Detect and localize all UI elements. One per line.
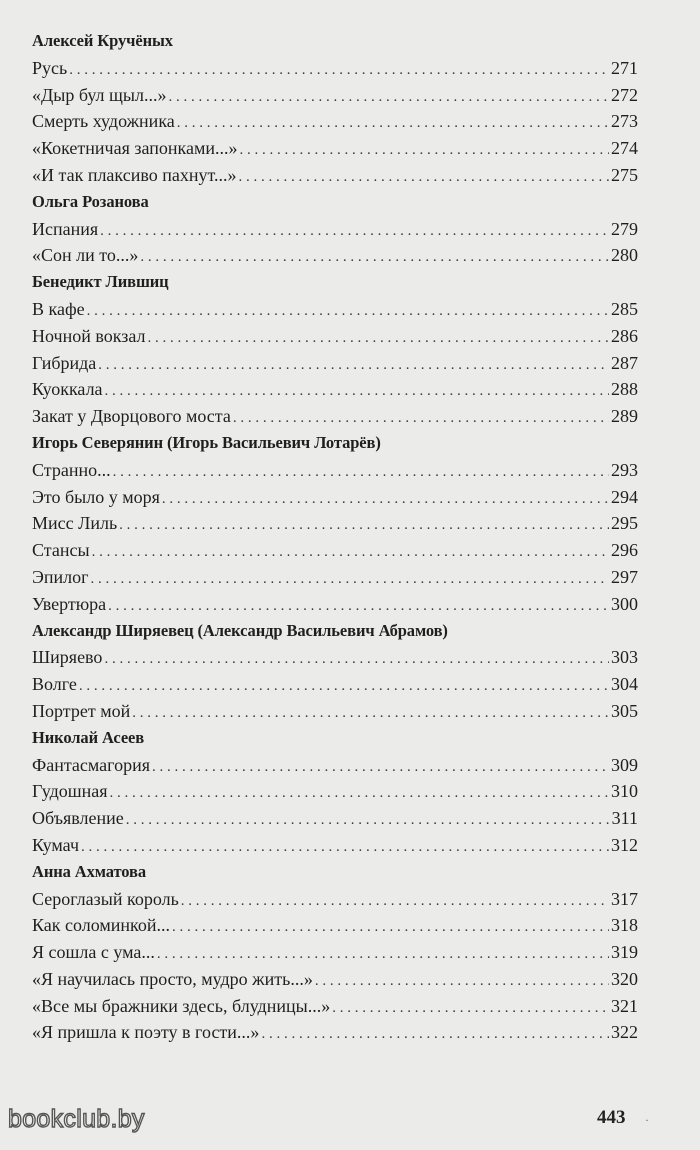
dot-leader [261, 1021, 609, 1048]
poem-title: Волге [32, 674, 77, 695]
poem-title: «Я пришла к поэту в гости...» [32, 1022, 260, 1043]
page-number: 297 [611, 566, 638, 587]
toc-entry[interactable] [32, 993, 638, 1020]
dot-leader [140, 244, 609, 271]
page-number: 318 [611, 915, 638, 936]
toc-entry[interactable] [32, 832, 638, 859]
dot-leader [162, 486, 609, 513]
dot-leader [152, 754, 609, 781]
dot-leader [332, 995, 609, 1022]
page-number: 304 [611, 674, 638, 695]
poem-title: Гудошная [32, 781, 108, 802]
page-number: 289 [611, 406, 638, 427]
toc-entry[interactable] [32, 886, 638, 913]
page-number: 317 [611, 888, 638, 909]
dot-leader [157, 941, 609, 968]
toc-entry[interactable] [32, 82, 638, 109]
poem-title: «Я научилась просто, мудро жить...» [32, 968, 313, 989]
toc-entry[interactable] [32, 376, 638, 403]
toc-entry[interactable] [32, 135, 638, 162]
author-heading: Алексей Кручёных [32, 31, 173, 50]
page-number: 305 [611, 700, 638, 721]
toc-entry[interactable] [32, 323, 638, 350]
toc-entry[interactable] [32, 242, 638, 269]
dot-leader [110, 780, 609, 807]
page-number: 312 [611, 834, 638, 855]
page-number: 295 [611, 513, 638, 534]
dot-leader [100, 218, 609, 245]
page-number: 272 [611, 84, 638, 105]
toc-entry[interactable] [32, 966, 638, 993]
dot-leader [177, 110, 609, 137]
watermark-logo: bookclub.by [8, 1105, 145, 1133]
dot-leader [172, 914, 609, 941]
poem-title: Мисс Лиль [32, 513, 118, 534]
toc-entry[interactable] [32, 698, 638, 725]
dot-leader [119, 512, 609, 539]
poem-title: «Кокетничая запонками...» [32, 138, 238, 159]
poem-title: Закат у Дворцового моста [32, 406, 231, 427]
page-number: 303 [611, 647, 638, 668]
poem-title: Испания [32, 218, 99, 239]
toc-entry[interactable] [32, 1019, 638, 1046]
page-number: 275 [611, 164, 638, 185]
page-number: 310 [611, 781, 638, 802]
poem-title: Гибрида [32, 352, 97, 373]
page-number: 293 [611, 459, 638, 480]
author-heading: Бенедикт Лившиц [32, 272, 169, 292]
toc-entry[interactable] [32, 403, 638, 430]
dot-leader [181, 888, 609, 915]
page-footer [0, 1103, 700, 1143]
dot-leader [79, 673, 609, 700]
toc-entry[interactable] [32, 216, 638, 243]
dot-leader [132, 700, 609, 727]
page-number: 311 [611, 808, 638, 829]
toc-entry[interactable] [32, 510, 638, 537]
page-number: 296 [611, 540, 638, 561]
dot-leader [233, 405, 609, 432]
poem-title: Странно... [32, 459, 111, 480]
folio-page-number: 443 [597, 1107, 626, 1128]
poem-title: Ширяево [32, 647, 103, 668]
poem-title: Увертюра [32, 593, 107, 614]
poem-title: Ночной вокзал [32, 325, 146, 346]
dot-leader [108, 593, 609, 620]
page-number: 319 [611, 942, 638, 963]
poem-title: Портрет мой [32, 700, 131, 721]
toc-entry[interactable] [32, 350, 638, 377]
poem-title: «И так плаксиво пахнут...» [32, 164, 237, 185]
dot-leader [98, 352, 609, 379]
poem-title: Сероглазый король [32, 888, 179, 909]
dot-leader [91, 566, 609, 593]
page-number: 322 [611, 1022, 638, 1043]
poem-title: В кафе [32, 298, 85, 319]
toc-entry[interactable] [32, 162, 638, 189]
dot-leader [126, 807, 610, 834]
page-number: 288 [611, 379, 638, 400]
author-heading: Александр Ширяевец (Александр Васильевич Абрамов) [32, 620, 448, 640]
poem-title: Эпилог [32, 566, 89, 587]
toc-entry[interactable] [32, 591, 638, 618]
toc-entry[interactable] [32, 644, 638, 671]
toc-entry[interactable] [32, 537, 638, 564]
dot-leader [315, 968, 609, 995]
toc-entry[interactable] [32, 564, 638, 591]
poem-title: Как соломинкой... [32, 915, 171, 936]
toc-section [32, 269, 638, 430]
toc-section [32, 725, 638, 859]
dot-leader [81, 834, 609, 861]
page-number: 285 [611, 298, 638, 319]
dot-leader [239, 137, 609, 164]
poem-title: Куоккала [32, 379, 103, 400]
toc-entry[interactable] [32, 484, 638, 511]
toc-entry[interactable] [32, 296, 638, 323]
page-number: 309 [611, 754, 638, 775]
page-number: 286 [611, 325, 638, 346]
toc-entry[interactable] [32, 55, 638, 82]
toc-entry[interactable] [32, 939, 638, 966]
toc-entry[interactable] [32, 778, 638, 805]
dot-leader [87, 298, 609, 325]
toc-section [32, 430, 638, 618]
table-of-contents [32, 28, 638, 1046]
toc-section [32, 28, 638, 189]
page-number: 280 [611, 245, 638, 266]
poem-title: Стансы [32, 540, 90, 561]
poem-title: «Все мы бражники здесь, блудницы...» [32, 995, 331, 1016]
author-heading: Николай Асеев [32, 727, 145, 747]
toc-entry[interactable] [32, 457, 638, 484]
dot-leader [105, 378, 609, 405]
poem-title: «Дыр бул щыл...» [32, 84, 167, 105]
toc-entry[interactable] [32, 752, 638, 779]
dot-leader [69, 57, 609, 84]
page-number: 321 [611, 995, 638, 1016]
toc-entry[interactable] [32, 805, 638, 832]
poem-title: Я сошла с ума... [32, 942, 155, 963]
toc-entry[interactable] [32, 671, 638, 698]
page-number: 273 [611, 111, 638, 132]
page-number: 271 [611, 57, 638, 78]
toc-section [32, 618, 638, 725]
dot-leader [168, 84, 609, 111]
dot-leader [104, 646, 609, 673]
author-heading: Анна Ахматова [32, 861, 147, 881]
toc-entry[interactable] [32, 912, 638, 939]
author-heading: Игорь Северянин (Игорь Васильевич Лотарёв) [32, 432, 381, 452]
toc-section [32, 189, 638, 269]
poem-title: Смерть художника [32, 111, 175, 132]
toc-entry[interactable] [32, 108, 638, 135]
poem-title: Кумач [32, 834, 80, 855]
author-heading: Ольга Розанова [32, 191, 149, 211]
poem-title: Фантасмагория [32, 754, 151, 775]
page-number: 320 [611, 968, 638, 989]
dot-leader [92, 539, 609, 566]
poem-title: Русь [32, 57, 68, 78]
page-number: 279 [611, 218, 638, 239]
poem-title: «Сон ли то...» [32, 245, 139, 266]
page-number: 274 [611, 138, 638, 159]
page-number: 300 [611, 593, 638, 614]
poem-title: Объявление [32, 808, 124, 829]
page-number: 287 [611, 352, 638, 373]
dot-mark: · [645, 1113, 649, 1127]
dot-leader [147, 325, 609, 352]
dot-leader [113, 459, 609, 486]
dot-leader [239, 164, 610, 191]
poem-title: Это было у моря [32, 486, 160, 507]
page-number: 294 [611, 486, 638, 507]
toc-section [32, 859, 638, 1047]
